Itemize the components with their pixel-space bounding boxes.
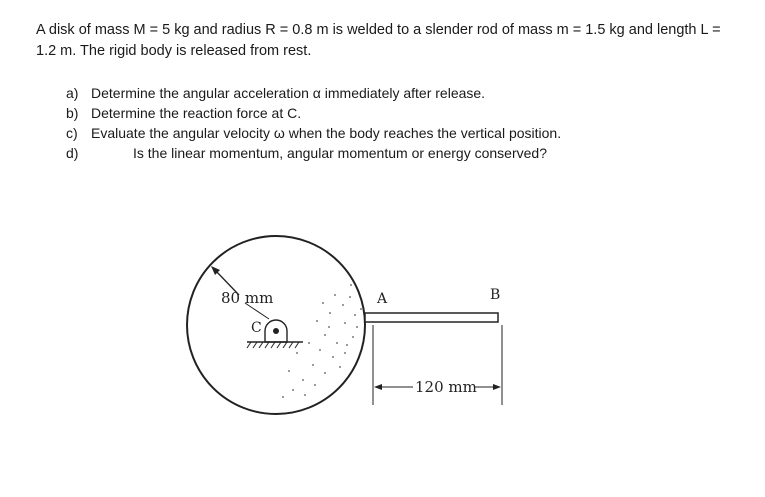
- question-a: [66, 83, 706, 103]
- point-b-label: B: [490, 287, 501, 303]
- question-b: [66, 103, 706, 123]
- disk-shading: [282, 284, 362, 398]
- pivot-pin: [273, 328, 279, 334]
- question-text: Determine the reaction force at C.: [91, 105, 302, 121]
- statement-line-1: A disk of mass M = 5 kg and radius R = 0.8 m is welded to a slender rod of mass m = 1.5 kg and length L =: [36, 22, 721, 38]
- point-a-label: A: [377, 291, 388, 307]
- question-letter: a): [66, 85, 79, 101]
- dimension-arrow-right: [493, 384, 501, 390]
- problem-statement: [36, 20, 746, 62]
- question-letter: d): [66, 145, 79, 161]
- radius-label: 80 mm: [221, 289, 274, 307]
- ground-hatch: [247, 342, 299, 348]
- question-letter: c): [66, 125, 78, 141]
- question-text: Is the linear momentum, angular momentum or energy conserved?: [133, 145, 547, 161]
- question-letter: b): [66, 105, 79, 121]
- question-c: [66, 123, 706, 143]
- question-text: Evaluate the angular velocity ω when the body reaches the vertical position.: [91, 125, 562, 141]
- slender-rod: [365, 313, 498, 322]
- disk-rod-figure: [185, 225, 525, 455]
- question-list: [66, 83, 706, 163]
- dimension-arrow-left: [374, 384, 382, 390]
- figure-svg: [185, 225, 525, 455]
- pivot-label: C: [251, 320, 262, 336]
- question-d: [66, 143, 706, 163]
- question-text: Determine the angular acceleration α immediately after release.: [91, 85, 486, 101]
- statement-line-2: 1.2 m. The rigid body is released from rest.: [36, 43, 312, 59]
- rod-length-label: 120 mm: [415, 378, 477, 396]
